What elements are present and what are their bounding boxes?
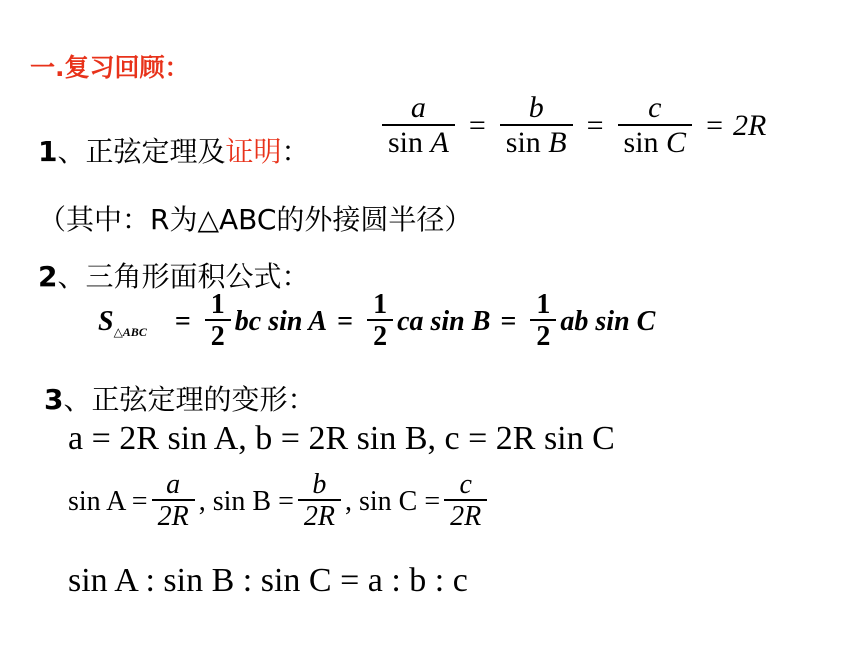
area-formula xyxy=(98,290,655,354)
area-symbol: S xyxy=(98,305,114,337)
variant-line3: sin A : sin B : sin C = a : b : c xyxy=(68,562,468,599)
den-2R: 2R xyxy=(444,499,487,533)
term-ab: ab sin C xyxy=(560,305,656,337)
equals-sign: = xyxy=(586,109,604,142)
num-c: c xyxy=(459,469,472,500)
angle-B: B xyxy=(548,125,567,159)
half-den: 2 xyxy=(367,319,393,353)
fraction-c xyxy=(618,92,693,160)
item1-highlight: 证明 xyxy=(225,135,282,168)
angle-C: C xyxy=(666,125,687,159)
item1-colon: ： xyxy=(281,135,310,168)
half-fraction xyxy=(367,290,393,354)
note-text: （其中：R为△ABC的外接圆半径） xyxy=(38,203,473,236)
item2-label xyxy=(38,255,310,295)
half-fraction xyxy=(530,290,556,354)
item1-number: 1 xyxy=(38,135,58,168)
angle-A: A xyxy=(430,125,449,159)
sinB-eq: , sin B = xyxy=(198,485,294,517)
num-b: b xyxy=(312,469,327,500)
area-subscript: △ABC xyxy=(113,325,147,340)
half-fraction xyxy=(205,290,231,354)
variant-line2 xyxy=(68,470,491,534)
equals-sign: = xyxy=(500,305,517,337)
fraction-b xyxy=(500,92,573,160)
sinA-eq: sin A = xyxy=(68,485,148,517)
equals-sign: = xyxy=(337,305,354,337)
item1-text: 、正弦定理及 xyxy=(57,135,226,168)
sinC-eq: , sin C = xyxy=(344,485,441,517)
variant-line1: a = 2R sin A, b = 2R sin B, c = 2R sin C xyxy=(68,420,615,457)
item3-text: 、正弦定理的变形： xyxy=(63,383,316,416)
half-num: 1 xyxy=(373,289,388,320)
sin-label: sin xyxy=(505,125,541,159)
half-den: 2 xyxy=(205,319,231,353)
numerator-b: b xyxy=(528,91,544,124)
item2-number: 2 xyxy=(38,260,58,293)
term-ca: ca sin B xyxy=(397,305,491,337)
result-2R: 2R xyxy=(732,109,767,142)
item2-text: 、三角形面积公式： xyxy=(57,260,310,293)
half-den: 2 xyxy=(530,319,556,353)
section-heading: 一.复习回顾： xyxy=(30,53,190,82)
sin-label: sin xyxy=(388,125,424,159)
den-2R: 2R xyxy=(152,499,195,533)
term-bc: bc sin A xyxy=(234,305,328,337)
sine-law-formula xyxy=(378,92,766,160)
item3-label xyxy=(44,378,316,418)
fraction-c-2R xyxy=(444,470,487,534)
equals-sign: = xyxy=(706,109,723,142)
equals-sign: = xyxy=(468,109,486,142)
half-num: 1 xyxy=(210,289,225,320)
fraction-a xyxy=(382,92,455,160)
num-a: a xyxy=(166,469,181,500)
item3-number: 3 xyxy=(44,383,64,416)
fraction-b-2R xyxy=(298,470,341,534)
den-2R: 2R xyxy=(298,499,341,533)
half-num: 1 xyxy=(536,289,551,320)
sin-label: sin xyxy=(623,125,659,159)
fraction-a-2R xyxy=(152,470,195,534)
numerator-a: a xyxy=(410,91,426,124)
item1-label xyxy=(38,130,310,170)
numerator-c: c xyxy=(648,91,662,124)
equals-sign: = xyxy=(174,305,191,337)
